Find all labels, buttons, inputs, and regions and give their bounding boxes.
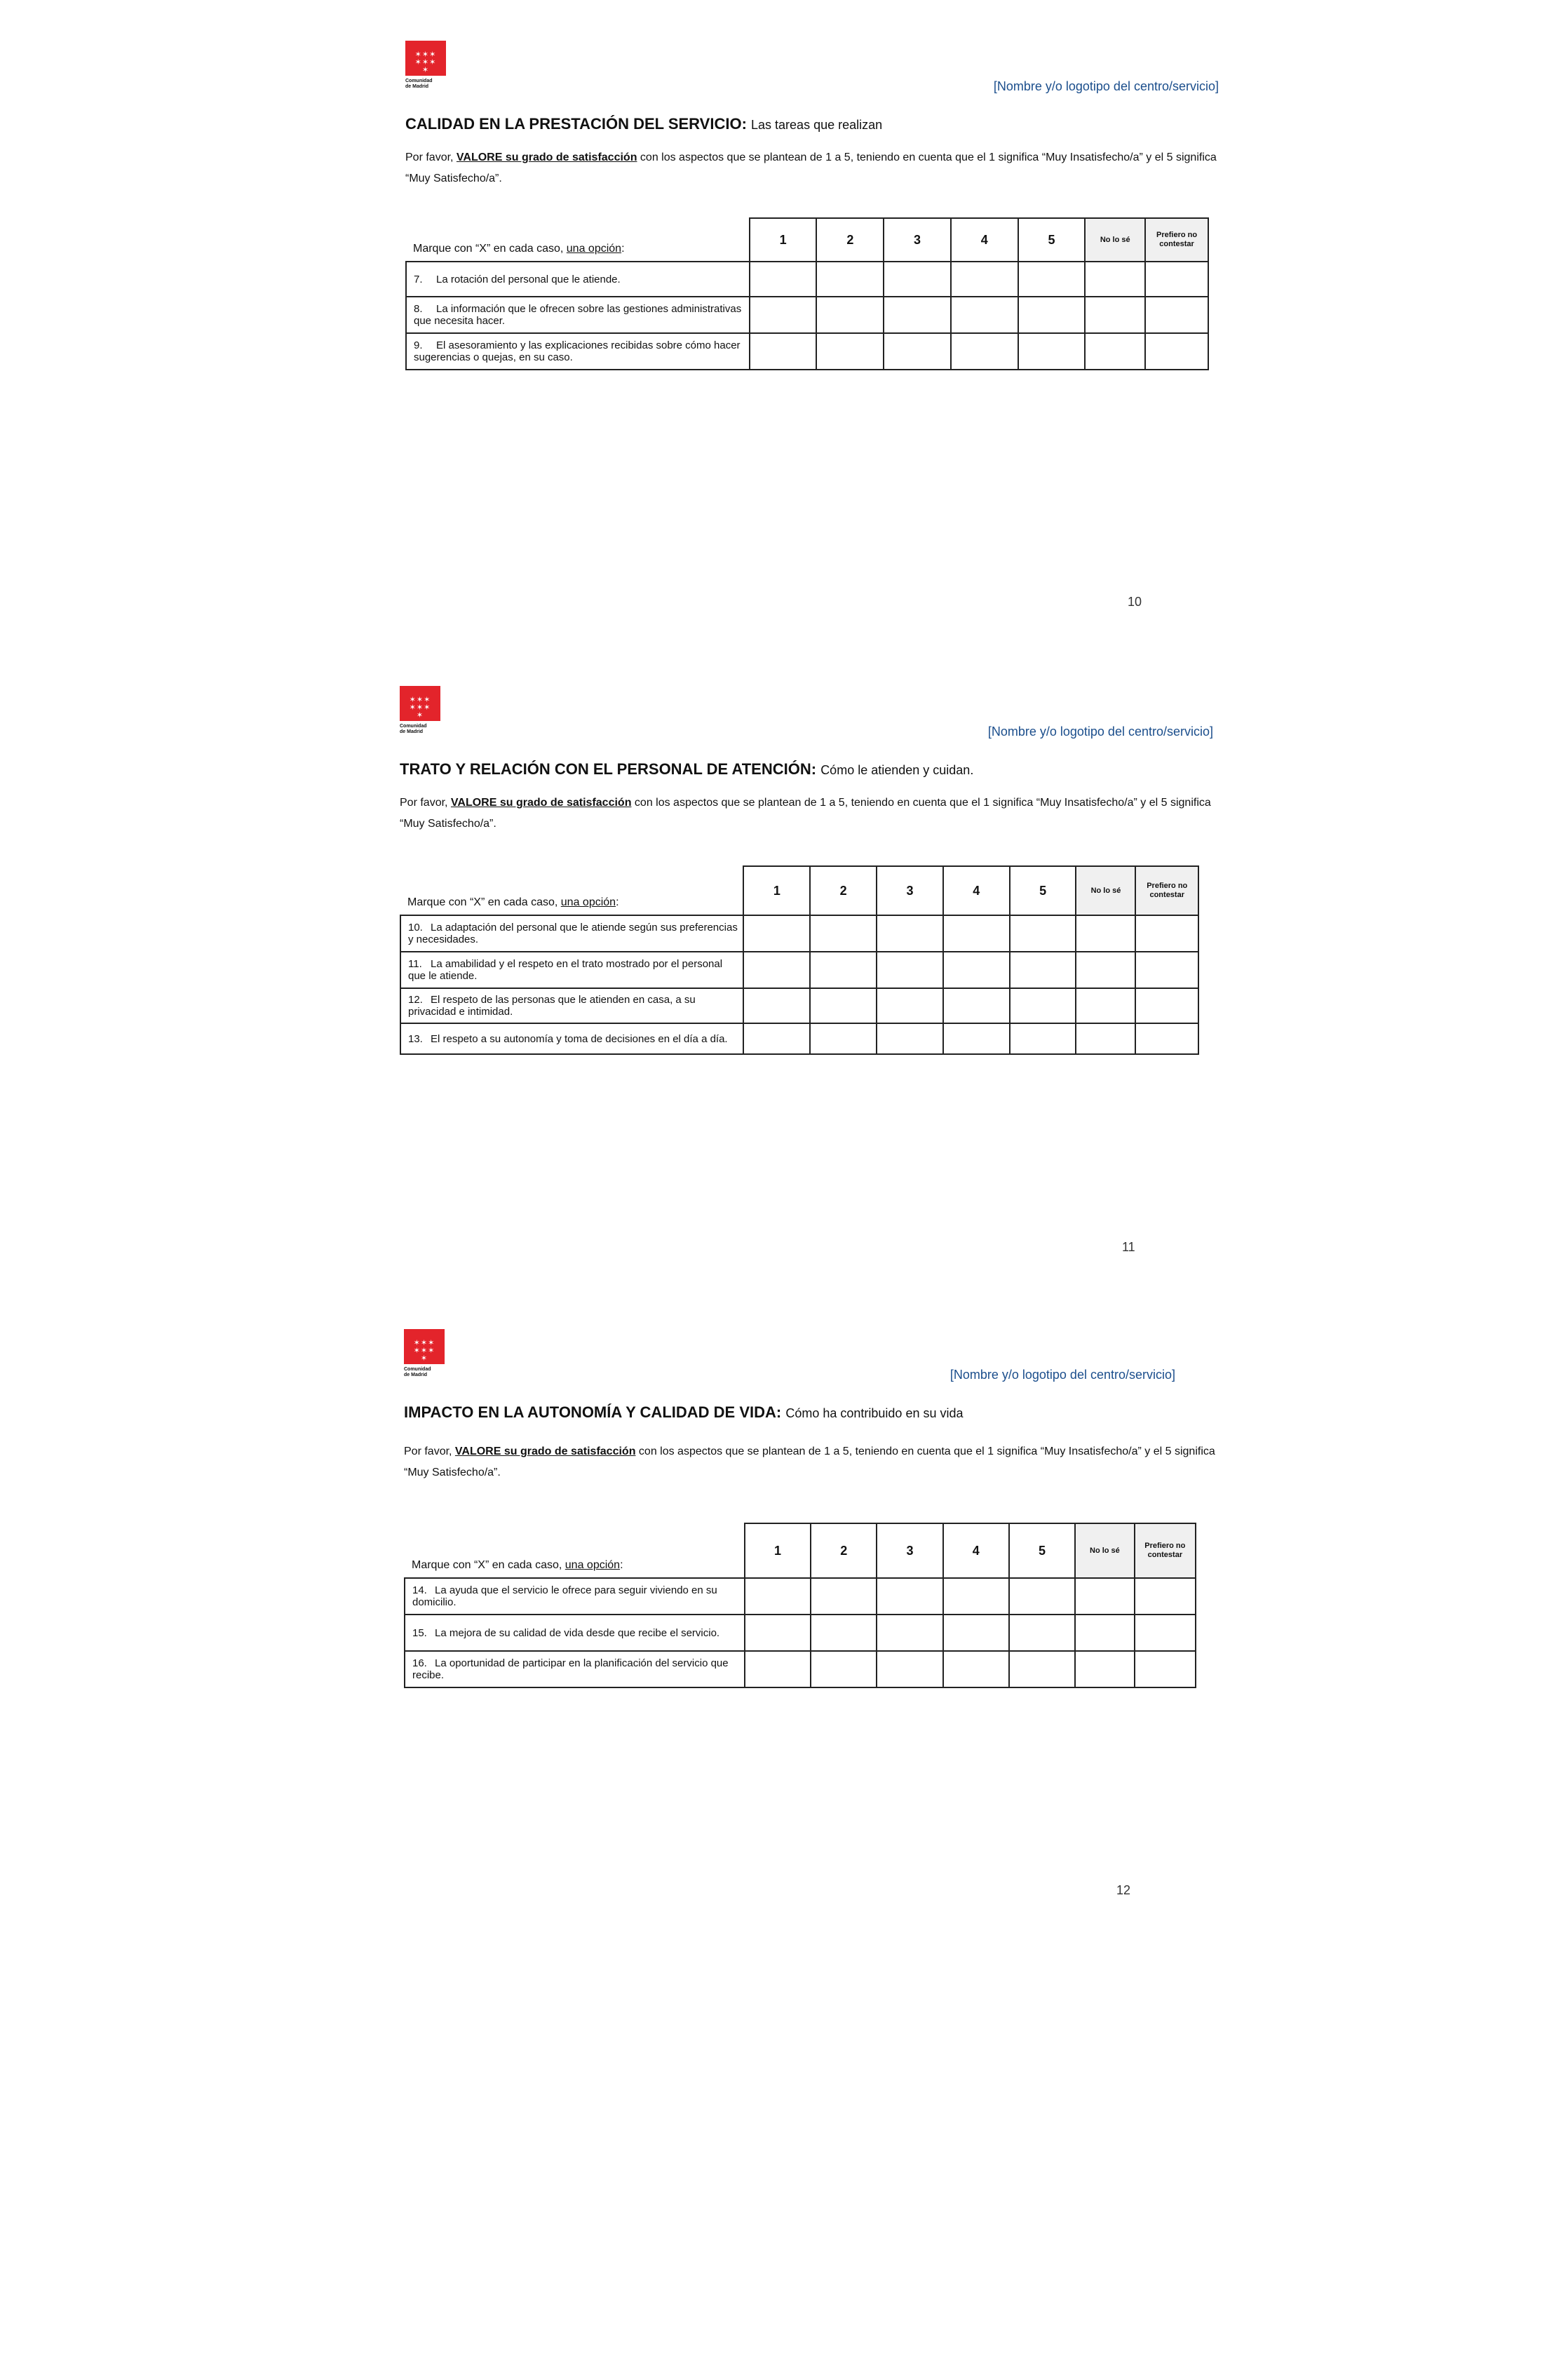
col-header-4: 4 bbox=[943, 1523, 1009, 1578]
answer-cell[interactable] bbox=[810, 952, 877, 988]
table-row: 9. El asesoramiento y las explicaciones recibidas sobre cómo hacer sugerencias o quejas, en su caso. bbox=[406, 333, 1208, 370]
page-number: 11 bbox=[1122, 1240, 1135, 1254]
answer-cell[interactable] bbox=[1135, 915, 1198, 952]
col-header-3: 3 bbox=[877, 1523, 942, 1578]
col-header-4: 4 bbox=[943, 866, 1010, 915]
answer-cell[interactable] bbox=[1135, 1615, 1196, 1651]
answer-cell[interactable] bbox=[811, 1578, 877, 1615]
answer-cell[interactable] bbox=[1010, 988, 1076, 1023]
col-header-1: 1 bbox=[750, 218, 817, 262]
answer-cell[interactable] bbox=[745, 1651, 811, 1687]
page-12 bbox=[404, 1329, 1217, 1904]
answer-cell[interactable] bbox=[1135, 1578, 1196, 1615]
section-title: CALIDAD EN LA PRESTACIÓN DEL SERVICIO: Las tareas que realizan bbox=[405, 115, 883, 133]
table-row: 10. La adaptación del personal que le atiende según sus preferencias y necesidades. bbox=[400, 915, 1198, 952]
page-number: 12 bbox=[1116, 1883, 1131, 1897]
answer-cell[interactable] bbox=[951, 297, 1018, 333]
answer-cell[interactable] bbox=[1018, 297, 1086, 333]
instructions: Por favor, VALORE su grado de satisfacción con los aspectos que se plantean de 1 a 5, teniendo en cuenta que el 1 significa “Muy Insatisfecho/a” y el 5 significa “Muy Satisfecho/a”. bbox=[405, 151, 1217, 184]
answer-cell[interactable] bbox=[1076, 915, 1135, 952]
answer-cell[interactable] bbox=[816, 297, 884, 333]
answer-cell[interactable] bbox=[877, 915, 943, 952]
answer-cell[interactable] bbox=[750, 333, 817, 370]
col-header-1: 1 bbox=[745, 1523, 811, 1578]
answer-cell[interactable] bbox=[943, 1578, 1009, 1615]
answer-cell[interactable] bbox=[1076, 952, 1135, 988]
page-number: 10 bbox=[1128, 595, 1142, 609]
answer-cell[interactable] bbox=[811, 1651, 877, 1687]
answer-cell[interactable] bbox=[1135, 1023, 1198, 1054]
answer-cell[interactable] bbox=[1135, 988, 1198, 1023]
col-header-no-lo-se: No lo sé bbox=[1075, 1523, 1135, 1578]
col-header-prefiero: Prefiero no contestar bbox=[1145, 218, 1208, 262]
answer-cell[interactable] bbox=[743, 952, 810, 988]
answer-cell[interactable] bbox=[745, 1578, 811, 1615]
answer-cell[interactable] bbox=[877, 1651, 942, 1687]
answer-cell[interactable] bbox=[1009, 1651, 1075, 1687]
col-header-2: 2 bbox=[816, 218, 884, 262]
answer-cell[interactable] bbox=[943, 1023, 1010, 1054]
answer-cell[interactable] bbox=[1135, 952, 1198, 988]
col-header-prefiero: Prefiero no contestar bbox=[1135, 1523, 1196, 1578]
rating-table bbox=[400, 865, 1199, 1055]
answer-cell[interactable] bbox=[743, 988, 810, 1023]
answer-cell[interactable] bbox=[1075, 1578, 1135, 1615]
col-header-3: 3 bbox=[884, 218, 951, 262]
answer-cell[interactable] bbox=[1010, 952, 1076, 988]
col-header-no-lo-se: No lo sé bbox=[1076, 866, 1135, 915]
answer-cell[interactable] bbox=[811, 1615, 877, 1651]
table-row: 13. El respeto a su autonomía y toma de decisiones en el día a día. bbox=[400, 1023, 1198, 1054]
answer-cell[interactable] bbox=[1145, 333, 1208, 370]
answer-cell[interactable] bbox=[743, 1023, 810, 1054]
col-header-5: 5 bbox=[1010, 866, 1076, 915]
answer-cell[interactable] bbox=[1076, 988, 1135, 1023]
instructions: Por favor, VALORE su grado de satisfacción con los aspectos que se plantean de 1 a 5, teniendo en cuenta que el 1 significa “Muy Insatisfecho/a” y el 5 significa “Muy Satisfecho/a”. bbox=[404, 1445, 1215, 1478]
answer-cell[interactable] bbox=[943, 1615, 1009, 1651]
answer-cell[interactable] bbox=[877, 1023, 943, 1054]
col-header-5: 5 bbox=[1009, 1523, 1075, 1578]
centro-placeholder: [Nombre y/o logotipo del centro/servicio] bbox=[993, 79, 1219, 93]
centro-placeholder: [Nombre y/o logotipo del centro/servicio] bbox=[987, 725, 1213, 739]
answer-cell[interactable] bbox=[1085, 262, 1145, 297]
comunidad-madrid-logo: ✶✶✶ ✶✶✶ ✶ Comunidad de Madrid bbox=[405, 41, 447, 90]
section-title: IMPACTO EN LA AUTONOMÍA Y CALIDAD DE VIDA: Cómo ha contribuido en su vida bbox=[404, 1403, 964, 1421]
col-header-5: 5 bbox=[1018, 218, 1086, 262]
table-row: 7. La rotación del personal que le atiende. bbox=[406, 262, 1208, 297]
answer-cell[interactable] bbox=[884, 262, 951, 297]
answer-cell[interactable] bbox=[877, 1615, 942, 1651]
table-row: 16. La oportunidad de participar en la planificación del servicio que recibe. bbox=[405, 1651, 1196, 1687]
answer-cell[interactable] bbox=[750, 297, 817, 333]
table-row: 8. La información que le ofrecen sobre las gestiones administrativas que necesita hacer. bbox=[406, 297, 1208, 333]
answer-cell[interactable] bbox=[1145, 262, 1208, 297]
answer-cell[interactable] bbox=[1010, 1023, 1076, 1054]
answer-cell[interactable] bbox=[810, 1023, 877, 1054]
marque-instruction: Marque con “X” en cada caso, una opción: bbox=[406, 218, 750, 262]
answer-cell[interactable] bbox=[750, 262, 817, 297]
comunidad-madrid-logo: ✶✶✶ ✶✶✶ ✶ Comunidad de Madrid bbox=[404, 1329, 446, 1378]
answer-cell[interactable] bbox=[884, 333, 951, 370]
section-title: TRATO Y RELACIÓN CON EL PERSONAL DE ATENCIÓN: Cómo le atienden y cuidan. bbox=[400, 760, 974, 778]
page-10 bbox=[405, 41, 1219, 616]
marque-instruction: Marque con “X” en cada caso, una opción: bbox=[400, 866, 743, 915]
instructions: Por favor, VALORE su grado de satisfacción con los aspectos que se plantean de 1 a 5, teniendo en cuenta que el 1 significa “Muy Insatisfecho/a” y el 5 significa “Muy Satisfecho/a”. bbox=[400, 797, 1211, 830]
answer-cell[interactable] bbox=[1145, 297, 1208, 333]
answer-cell[interactable] bbox=[877, 988, 943, 1023]
answer-cell[interactable] bbox=[1018, 333, 1086, 370]
comunidad-madrid-logo: ✶✶✶ ✶✶✶ ✶ Comunidad de Madrid bbox=[400, 686, 442, 735]
answer-cell[interactable] bbox=[1075, 1615, 1135, 1651]
answer-cell[interactable] bbox=[951, 262, 1018, 297]
answer-cell[interactable] bbox=[1085, 297, 1145, 333]
col-header-1: 1 bbox=[743, 866, 810, 915]
answer-cell[interactable] bbox=[1010, 915, 1076, 952]
answer-cell[interactable] bbox=[877, 1578, 942, 1615]
answer-cell[interactable] bbox=[943, 915, 1010, 952]
answer-cell[interactable] bbox=[745, 1615, 811, 1651]
answer-cell[interactable] bbox=[816, 262, 884, 297]
table-row: 14. La ayuda que el servicio le ofrece para seguir viviendo en su domicilio. bbox=[405, 1578, 1196, 1615]
answer-cell[interactable] bbox=[810, 915, 877, 952]
answer-cell[interactable] bbox=[943, 988, 1010, 1023]
answer-cell[interactable] bbox=[1076, 1023, 1135, 1054]
answer-cell[interactable] bbox=[877, 952, 943, 988]
answer-cell[interactable] bbox=[1009, 1578, 1075, 1615]
answer-cell[interactable] bbox=[943, 1651, 1009, 1687]
col-header-3: 3 bbox=[877, 866, 943, 915]
table-row: 15. La mejora de su calidad de vida desde que recibe el servicio. bbox=[405, 1615, 1196, 1651]
answer-cell[interactable] bbox=[951, 333, 1018, 370]
marque-instruction: Marque con “X” en cada caso, una opción: bbox=[405, 1523, 745, 1578]
answer-cell[interactable] bbox=[810, 988, 877, 1023]
answer-cell[interactable] bbox=[816, 333, 884, 370]
answer-cell[interactable] bbox=[884, 297, 951, 333]
table-row: 11. La amabilidad y el respeto en el trato mostrado por el personal que le atiende. bbox=[400, 952, 1198, 988]
rating-table bbox=[404, 1523, 1196, 1688]
answer-cell[interactable] bbox=[1075, 1651, 1135, 1687]
table-row: 12. El respeto de las personas que le atienden en casa, a su privacidad e intimidad. bbox=[400, 988, 1198, 1023]
col-header-no-lo-se: No lo sé bbox=[1085, 218, 1145, 262]
centro-placeholder: [Nombre y/o logotipo del centro/servicio] bbox=[949, 1368, 1175, 1382]
answer-cell[interactable] bbox=[943, 952, 1010, 988]
col-header-4: 4 bbox=[951, 218, 1018, 262]
answer-cell[interactable] bbox=[743, 915, 810, 952]
answer-cell[interactable] bbox=[1009, 1615, 1075, 1651]
answer-cell[interactable] bbox=[1018, 262, 1086, 297]
col-header-2: 2 bbox=[810, 866, 877, 915]
answer-cell[interactable] bbox=[1135, 1651, 1196, 1687]
col-header-prefiero: Prefiero no contestar bbox=[1135, 866, 1198, 915]
page-11 bbox=[400, 686, 1213, 1261]
col-header-2: 2 bbox=[811, 1523, 877, 1578]
rating-table bbox=[405, 217, 1209, 370]
answer-cell[interactable] bbox=[1085, 333, 1145, 370]
